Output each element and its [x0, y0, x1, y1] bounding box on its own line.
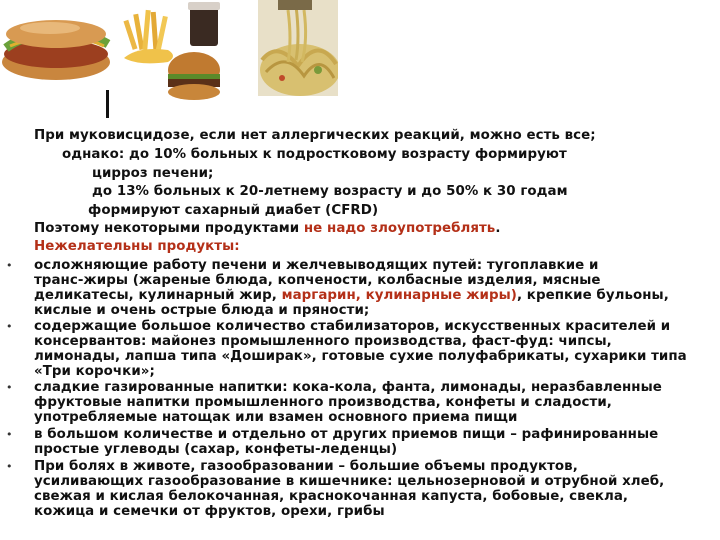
bullet-marker: • — [6, 320, 13, 333]
bullet-5-line-2: усиливающих газообразование в кишечнике: цельнозерновой и отрубной хлеб, — [34, 474, 665, 489]
bullet-4-line-1: в большом количестве и отдельно от других приемов пищи – рафинированные — [34, 427, 659, 442]
bullet-5-line-4: кожица и семечки от фруктов, орехи, грибы — [34, 504, 385, 519]
bullet-1-line-1: осложняющие работу печени и желчевыводящих путей: тугоплавкие и — [34, 258, 599, 273]
intro-line-2: однако: до 10% больных к подростковому возрасту формируют — [62, 147, 567, 162]
undesirable-heading: Нежелательны продукты: — [34, 239, 240, 254]
intro-line-6-red: не надо злоупотреблять — [303, 221, 496, 236]
bullet-marker: • — [6, 381, 13, 394]
bullet-2-line-4: «Три корочки»; — [34, 364, 155, 379]
intro-line-5: формируют сахарный диабет (CFRD) — [88, 203, 379, 218]
bullet-1-line-4: кислые и очень острые блюда и пряности; — [34, 303, 370, 318]
intro-line-4: до 13% больных к 20-летнему возрасту и до 50% к 30 годам — [92, 184, 568, 199]
hotdog-image — [0, 0, 112, 90]
bullet-3-line-3: употребляемые натощак или взамен основного приема пищи — [34, 410, 518, 425]
intro-line-3: цирроз печени; — [92, 166, 214, 181]
bullet-3-line-2: фруктовые напитки промышленного производства, конфеты и сладости, — [34, 395, 612, 410]
bullet-marker: • — [6, 460, 13, 473]
bullet-marker: • — [6, 259, 13, 272]
bullet-5-line-1: При болях в животе, газообразовании – большие объемы продуктов, — [34, 459, 578, 474]
bullet-2-line-3: лимонады, лапша типа «Доширак», готовые сухие полуфабрикаты, сухарики типа — [34, 349, 687, 364]
bullet-1-line-2: транс-жиры (жареные блюда, копчености, колбасные изделия, мясные — [34, 273, 601, 288]
text-cursor-bar — [106, 90, 109, 118]
intro-line-1: При муковисцидозе, если нет аллергических реакций, можно есть все; — [34, 128, 596, 143]
bullet-2-line-2: консервантов: майонез промышленного производства, фаст-фуд: чипсы, — [34, 334, 612, 349]
intro-line-6-text: Поэтому некоторыми продуктами — [34, 221, 304, 236]
bullet-marker: • — [6, 428, 13, 441]
bullet-1-line-3-red: маргарин, кулинарные жиры) — [281, 288, 517, 303]
bullet-1-line-3-pre: деликатесы, кулинарный жир, — [34, 288, 282, 303]
noodles-image — [258, 0, 338, 96]
bullet-1-line-3 — [34, 288, 669, 304]
bullet-3-line-1: сладкие газированные напитки: кока-кола, фанта, лимонады, неразбавленные — [34, 380, 662, 395]
intro-line-6 — [34, 221, 500, 237]
bullet-1-line-3-post: , крепкие бульоны, — [516, 288, 669, 303]
intro-line-6-end: . — [495, 221, 501, 236]
bullet-5-line-3: свежая и кислая белокочанная, краснокочанная капуста, бобовые, свекла, — [34, 489, 629, 504]
bullet-2-line-1: содержащие большое количество стабилизаторов, искусственных красителей и — [34, 319, 671, 334]
fastfood-image — [118, 0, 226, 112]
bullet-4-line-2: простые углеводы (сахар, конфеты-леденцы) — [34, 442, 398, 457]
